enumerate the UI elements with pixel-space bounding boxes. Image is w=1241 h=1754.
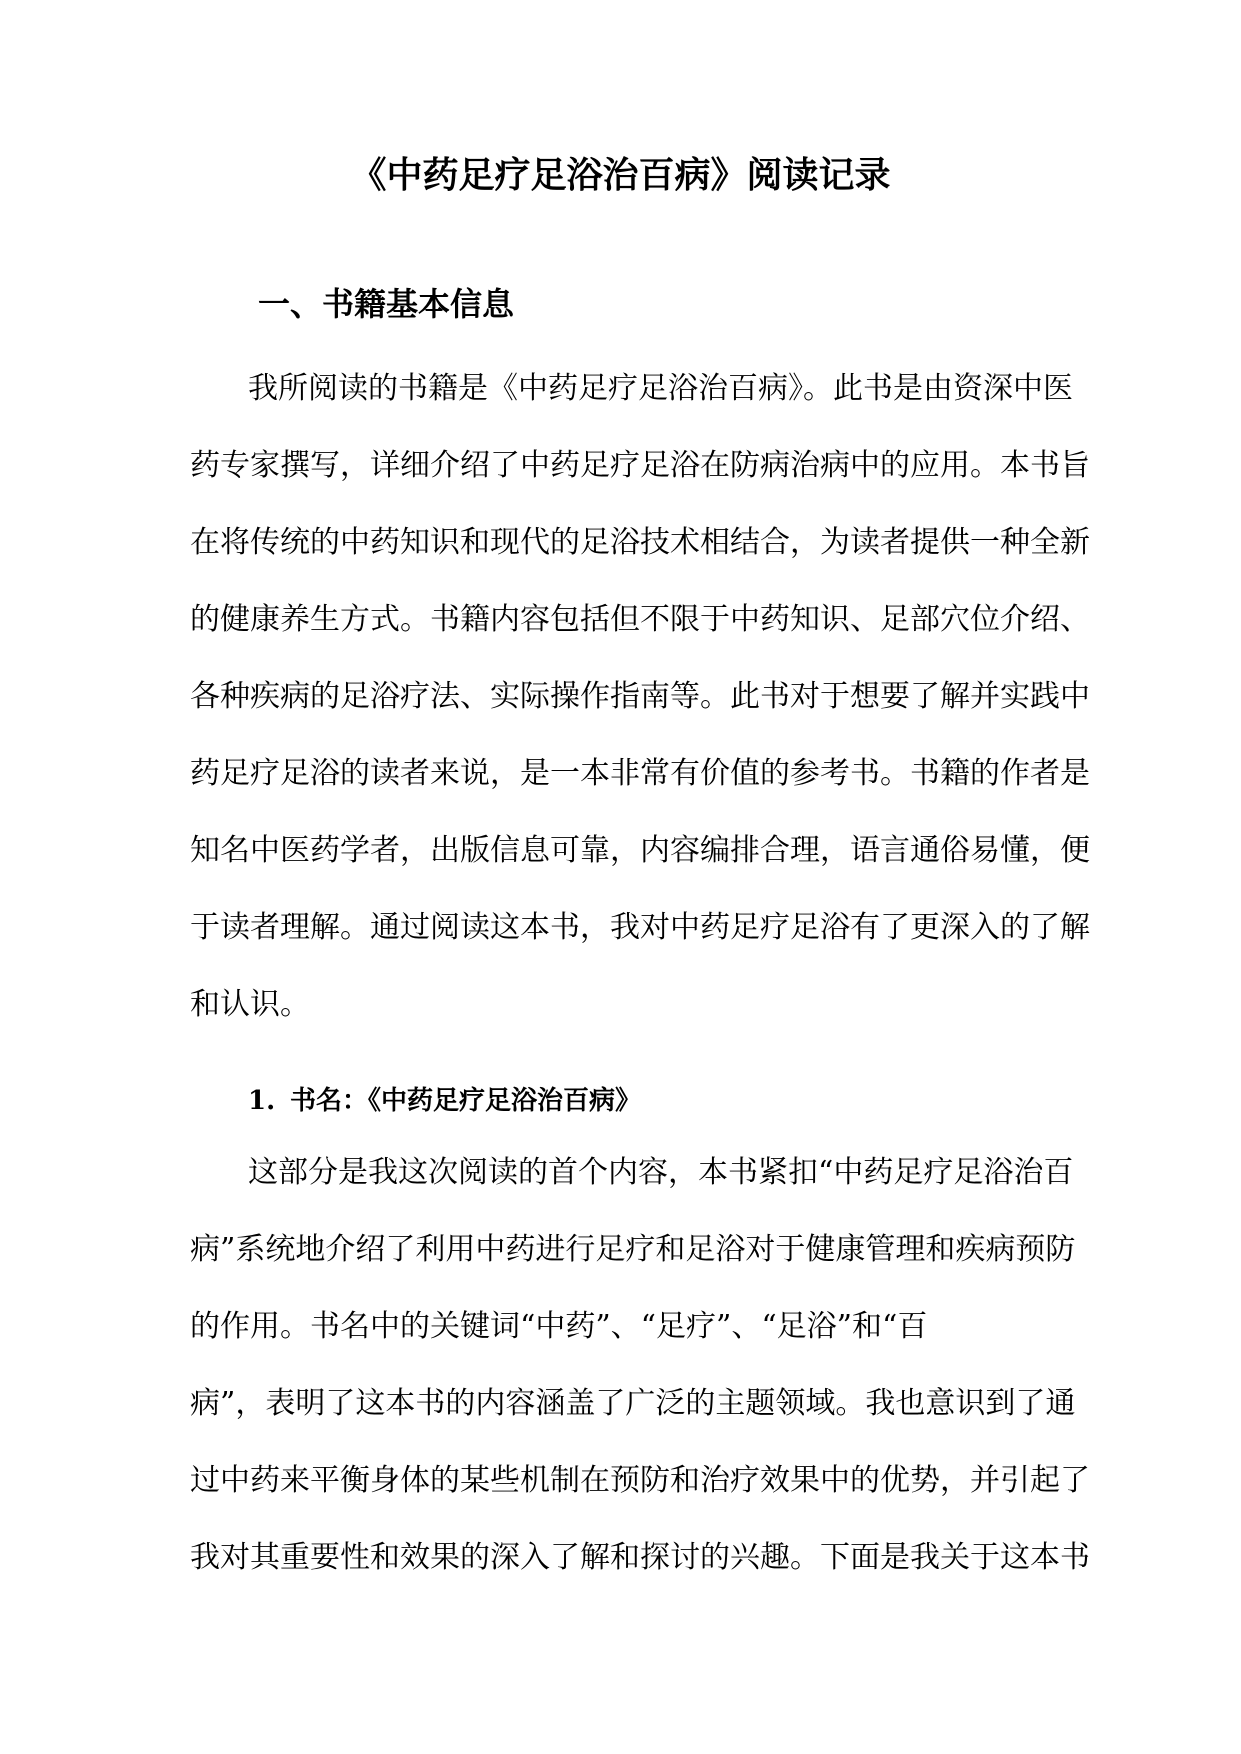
subsection-heading-text: 书名：《中药足疗足浴治百病》 (290, 1086, 642, 1116)
paragraph-line: 这部分是我这次阅读的首个内容，本书紧扣“中药足疗足浴治百 (248, 1155, 1074, 1190)
paragraph-line: 过中药来平衡身体的某些机制在预防和治疗效果中的优势，并引起了 (190, 1463, 1090, 1498)
subsection-heading-book-title (248, 1081, 641, 1121)
subsection-number: 1. (248, 1086, 276, 1116)
paragraph-line: 知名中医药学者，出版信息可靠，内容编排合理，语言通俗易懂，便 (190, 833, 1090, 868)
section-heading-basic-info: 一、书籍基本信息 (258, 285, 515, 323)
paragraph-line: 病”系统地介绍了利用中药进行足疗和足浴对于健康管理和疾病预防 (190, 1232, 1076, 1267)
paragraph-line: 药专家撰写，详细介绍了中药足疗足浴在防病治病中的应用。本书旨 (190, 448, 1090, 483)
document-title: 《中药足疗足浴治百病》阅读记录 (350, 154, 891, 196)
paragraph-line: 我所阅读的书籍是《中药足疗足浴治百病》。此书是由资深中医 (248, 371, 1073, 406)
paragraph-line: 和认识。 (190, 987, 310, 1022)
paragraph-line: 于读者理解。通过阅读这本书，我对中药足疗足浴有了更深入的了解 (190, 910, 1090, 945)
paragraph-line: 的作用。书名中的关键词“中药”、“足疗”、“足浴”和“百 (190, 1309, 928, 1344)
section-paragraph-basic-info (190, 369, 1090, 1062)
paragraph-line: 药足疗足浴的读者来说，是一本非常有价值的参考书。书籍的作者是 (190, 756, 1090, 791)
paragraph-line: 在将传统的中药知识和现代的足浴技术相结合，为读者提供一种全新 (190, 525, 1090, 560)
paragraph-line: 病”，表明了这本书的内容涵盖了广泛的主题领域。我也意识到了通 (190, 1386, 1076, 1421)
paragraph-line: 的健康养生方式。书籍内容包括但不限于中药知识、足部穴位介绍、 (190, 602, 1090, 637)
paragraph-line: 各种疾病的足浴疗法、实际操作指南等。此书对于想要了解并实践中 (190, 679, 1090, 714)
paragraph-line: 我对其重要性和效果的深入了解和探讨的兴趣。下面是我关于这本书 (190, 1540, 1090, 1575)
subsection-paragraph-book-title (190, 1153, 1090, 1615)
